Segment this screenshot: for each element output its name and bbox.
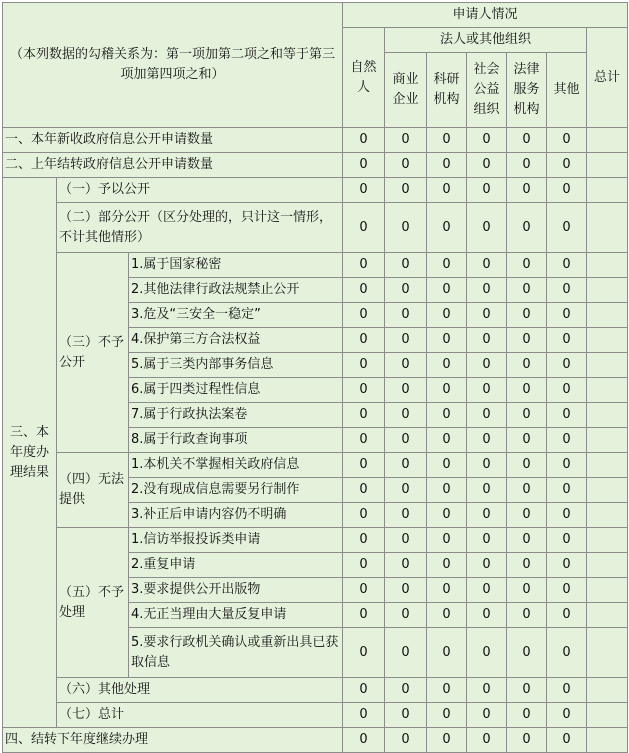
row-label: 1.属于国家秘密 [129,253,343,278]
cell: 0 [467,603,507,628]
cell: 0 [467,553,507,578]
cell: 0 [427,478,467,503]
cell: 0 [547,628,587,678]
cell: 0 [467,728,507,753]
cell: 0 [385,178,427,203]
cell-total [587,728,628,753]
cell: 0 [427,203,467,253]
cell: 0 [427,428,467,453]
row-label: 1.本机关不掌握相关政府信息 [129,453,343,478]
cell: 0 [467,253,507,278]
cell: 0 [385,628,427,678]
cell: 0 [507,578,547,603]
group-label-not-disclosed: （三）不予公开 [57,253,129,453]
cell: 0 [385,203,427,253]
cell: 0 [385,328,427,353]
cell: 0 [547,503,587,528]
row-label: 2.没有现成信息需要另行制作 [129,478,343,503]
cell: 0 [507,128,547,153]
cell: 0 [547,428,587,453]
row-label: 二、上年结转政府信息公开申请数量 [3,153,343,178]
cell: 0 [507,628,547,678]
cell: 0 [547,578,587,603]
cell: 0 [385,528,427,553]
row-label: 3.危及“三安全一稳定” [129,303,343,328]
cell: 0 [507,303,547,328]
cell: 0 [343,353,385,378]
cell: 0 [343,153,385,178]
header-applicant-situation: 申请人情况 [343,3,628,28]
cell: 0 [467,353,507,378]
cell-total [587,478,628,503]
row-label: 4.无正当理由大量反复申请 [129,603,343,628]
cell: 0 [343,253,385,278]
cell: 0 [507,403,547,428]
cell: 0 [385,428,427,453]
cell: 0 [385,553,427,578]
cell: 0 [385,153,427,178]
cell: 0 [343,453,385,478]
row-label: 3.补正后申请内容仍不明确 [129,503,343,528]
cell: 0 [467,453,507,478]
row-label: 2.重复申请 [129,553,343,578]
cell: 0 [343,578,385,603]
cell-total [587,703,628,728]
cell-total [587,628,628,678]
cell: 0 [427,703,467,728]
row-label: 1.信访举报投诉类申请 [129,528,343,553]
cell-total [587,303,628,328]
cell-total [587,528,628,553]
cell: 0 [467,203,507,253]
cell: 0 [385,703,427,728]
cell: 0 [507,553,547,578]
cell: 0 [427,603,467,628]
cell: 0 [547,178,587,203]
cell: 0 [507,278,547,303]
cell: 0 [467,278,507,303]
cell: 0 [343,303,385,328]
cell: 0 [385,278,427,303]
row-label: （一）予以公开 [57,178,343,203]
cell: 0 [507,328,547,353]
cell: 0 [547,553,587,578]
cell: 0 [507,603,547,628]
cell: 0 [467,628,507,678]
cell: 0 [547,328,587,353]
table-row [3,203,628,253]
row-label: 4.保护第三方合法权益 [129,328,343,353]
cell: 0 [427,553,467,578]
cell-total [587,203,628,253]
cell: 0 [547,353,587,378]
cell: 0 [385,503,427,528]
cell: 0 [427,253,467,278]
cell: 0 [385,578,427,603]
cell: 0 [343,428,385,453]
cell: 0 [467,403,507,428]
header-org-type: 法律服务机构 [507,53,547,128]
section-label-results: 三、本年度办理结果 [3,178,57,728]
cell: 0 [467,703,507,728]
row-label: （二）部分公开（区分处理的，只计这一情形，不计其他情形） [57,203,343,253]
cell-total [587,353,628,378]
cell: 0 [343,378,385,403]
cell: 0 [385,353,427,378]
cell: 0 [467,428,507,453]
table-row [3,153,628,178]
cell: 0 [343,203,385,253]
cell: 0 [343,553,385,578]
cell: 0 [343,528,385,553]
cell: 0 [467,478,507,503]
cell-total [587,378,628,403]
header-org-type: 科研机构 [427,53,467,128]
cell: 0 [547,728,587,753]
cell-total [587,253,628,278]
cell: 0 [507,528,547,553]
cell: 0 [547,478,587,503]
cell: 0 [427,678,467,703]
table-row [3,253,628,278]
cell: 0 [547,153,587,178]
row-label: 6.属于四类过程性信息 [129,378,343,403]
cell: 0 [467,328,507,353]
cell: 0 [467,678,507,703]
cell: 0 [343,703,385,728]
cell: 0 [507,703,547,728]
cell: 0 [467,178,507,203]
cell: 0 [507,153,547,178]
cell: 0 [385,453,427,478]
row-label: 5.属于三类内部事务信息 [129,353,343,378]
cell-total [587,553,628,578]
cell: 0 [427,728,467,753]
header-org-type: 社会公益组织 [467,53,507,128]
cell-total [587,503,628,528]
cell: 0 [507,353,547,378]
cell-total [587,278,628,303]
header-note: （本列数据的勾稽关系为：第一项加第二项之和等于第三项加第四项之和） [3,3,343,128]
row-label: （六）其他处理 [57,678,343,703]
cell-total [587,128,628,153]
cell: 0 [547,203,587,253]
cell: 0 [507,378,547,403]
table-row [3,453,628,478]
cell: 0 [343,503,385,528]
cell: 0 [467,528,507,553]
table-row [3,728,628,753]
cell: 0 [547,303,587,328]
cell: 0 [467,153,507,178]
cell: 0 [547,703,587,728]
cell: 0 [547,128,587,153]
cell: 0 [343,403,385,428]
cell-total [587,178,628,203]
cell: 0 [547,528,587,553]
cell: 0 [467,503,507,528]
cell-total [587,153,628,178]
row-label: 7.属于行政执法案卷 [129,403,343,428]
cell: 0 [385,728,427,753]
cell: 0 [343,603,385,628]
cell: 0 [427,303,467,328]
cell: 0 [385,678,427,703]
cell: 0 [507,478,547,503]
cell: 0 [385,603,427,628]
cell: 0 [385,403,427,428]
table-row [3,178,628,203]
cell: 0 [343,128,385,153]
cell: 0 [427,328,467,353]
cell: 0 [507,253,547,278]
table-row [3,528,628,553]
row-label: 5.要求行政机关确认或重新出具已获取信息 [129,628,343,678]
cell: 0 [343,628,385,678]
cell: 0 [343,178,385,203]
row-label: （七）总计 [57,703,343,728]
cell: 0 [507,453,547,478]
header-legal-org: 法人或其他组织 [385,28,587,53]
cell: 0 [427,178,467,203]
header-total: 总计 [587,28,628,128]
cell: 0 [507,678,547,703]
cell: 0 [427,353,467,378]
cell: 0 [507,428,547,453]
cell-total [587,678,628,703]
cell-total [587,428,628,453]
table-row [3,128,628,153]
header-natural-person: 自然人 [343,28,385,128]
cell: 0 [385,253,427,278]
cell: 0 [427,628,467,678]
cell: 0 [507,503,547,528]
row-label: 一、本年新收政府信息公开申请数量 [3,128,343,153]
cell: 0 [385,128,427,153]
cell: 0 [547,603,587,628]
cell: 0 [467,303,507,328]
cell-total [587,603,628,628]
cell: 0 [547,453,587,478]
cell: 0 [385,478,427,503]
cell-total [587,403,628,428]
cell-total [587,453,628,478]
cell-total [587,328,628,353]
cell: 0 [547,403,587,428]
cell: 0 [385,378,427,403]
cell: 0 [427,578,467,603]
table-row [3,678,628,703]
cell: 0 [427,453,467,478]
cell: 0 [343,728,385,753]
cell: 0 [547,678,587,703]
cell: 0 [467,578,507,603]
cell: 0 [343,328,385,353]
row-label: 8.属于行政查询事项 [129,428,343,453]
row-label: 3.要求提供公开出版物 [129,578,343,603]
cell: 0 [427,378,467,403]
cell: 0 [427,403,467,428]
cell: 0 [467,378,507,403]
cell: 0 [343,478,385,503]
cell: 0 [427,153,467,178]
row-label: 四、结转下年度继续办理 [3,728,343,753]
cell: 0 [507,203,547,253]
cell: 0 [547,253,587,278]
cell: 0 [385,303,427,328]
cell: 0 [467,128,507,153]
cell: 0 [427,128,467,153]
group-label-not-processed: （五）不予处理 [57,528,129,678]
cell: 0 [547,378,587,403]
cell: 0 [427,278,467,303]
cell: 0 [507,178,547,203]
cell-total [587,578,628,603]
cell: 0 [507,728,547,753]
row-label: 2.其他法律行政法规禁止公开 [129,278,343,303]
group-label-unable-to-provide: （四）无法提供 [57,453,129,528]
cell: 0 [427,528,467,553]
header-org-type: 其他 [547,53,587,128]
cell: 0 [547,278,587,303]
cell: 0 [427,503,467,528]
table-row [3,703,628,728]
header-org-type: 商业企业 [385,53,427,128]
cell: 0 [343,678,385,703]
cell: 0 [343,278,385,303]
gov-info-disclosure-table [2,2,628,753]
